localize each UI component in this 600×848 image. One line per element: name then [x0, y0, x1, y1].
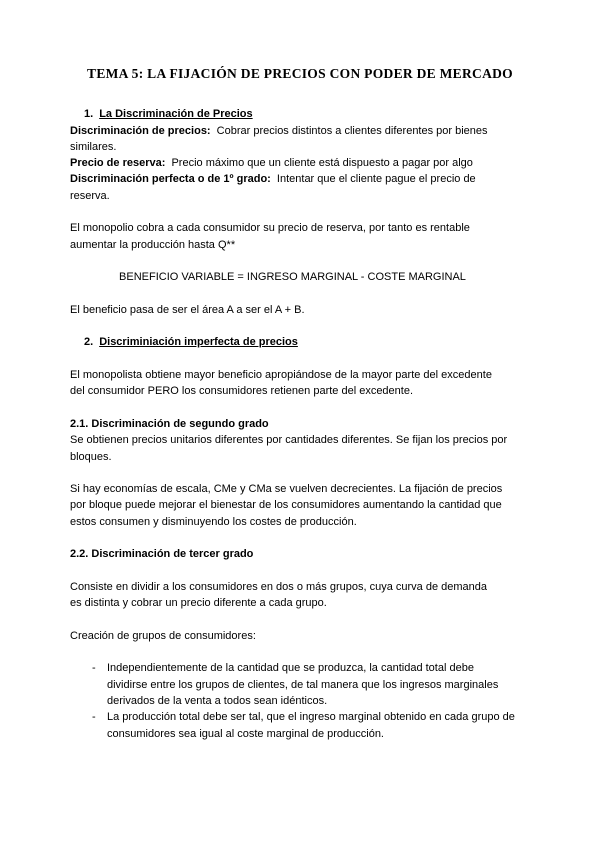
section-1-paragraph-monopoly: El monopolio cobra a cada consumidor su precio de reserva, por tanto es rentable aumentar la producción hasta Q**	[70, 222, 470, 251]
definition-price-discrimination	[70, 123, 515, 156]
definition-term: Precio de reserva:	[70, 157, 166, 170]
definition-term: Discriminación de precios:	[70, 124, 211, 137]
page-title: TEMA 5: LA FIJACIÓN DE PRECIOS CON PODER DE MERCADO	[87, 66, 513, 81]
definition-text: Intentar que el cliente pague el precio de reserva.	[70, 173, 476, 202]
subsection-2-1-heading: 2.1. Discriminación de segundo grado	[70, 417, 269, 430]
consumer-groups-list	[70, 660, 515, 741]
consumer-groups-intro: Creación de grupos de consumidores:	[70, 629, 256, 642]
list-item	[92, 709, 515, 742]
dash-marker: -	[92, 711, 96, 724]
list-item-text: La producción total debe ser tal, que el ingreso marginal obtenido en cada grupo de consumidores sea igual al coste marginal de producción.	[107, 711, 515, 740]
subsection-2-2-heading: 2.2. Discriminación de tercer grado	[70, 548, 254, 561]
list-item	[92, 660, 515, 709]
subsection-2-2-paragraph: Consiste en dividir a los consumidores en dos o más grupos, cuya curva de demanda es distinta y cobrar un precio diferente a cada grupo.	[70, 580, 488, 610]
section-2-number: 2.	[84, 336, 94, 349]
subsection-2-1-paragraph: Se obtienen precios unitarios diferentes por cantidades diferentes. Se fijan los precios por bloques.	[70, 434, 508, 463]
formula-variable-profit: BENEFICIO VARIABLE = INGRESO MARGINAL - COSTE MARGINAL	[119, 271, 466, 284]
dash-marker: -	[92, 662, 96, 675]
section-2-paragraph-economies: Si hay economías de escala, CMe y CMa se vuelven decrecientes. La fijación de precios por bloque puede mejorar el bienestar de los consumidores aumentando la cantidad que estos consumen y disminuyendo los costes de producción.	[70, 483, 503, 528]
section-2-paragraph-monopolist: El monopolista obtiene mayor beneficio apropiándose de la mayor parte del excedente del consumidor PERO los consumidores retienen parte del excedente.	[70, 369, 492, 398]
list-item-text: Independientemente de la cantidad que se produzca, la cantidad total debe dividirse entre los grupos de clientes, de tal manera que los ingresos marginales derivados de la venta a todos sean idénticos.	[107, 662, 499, 707]
definition-text: Precio máximo que un cliente está dispuesto a pagar por algo	[171, 157, 473, 170]
section-1-paragraph-areas: El beneficio pasa de ser el área A a ser el A + B.	[70, 303, 305, 316]
section-1-title: La Discriminación de Precios	[99, 108, 253, 121]
definition-perfect-discrimination	[70, 171, 515, 204]
section-2-heading	[84, 334, 515, 350]
section-2-title: Discriminiación imperfecta de precios	[99, 336, 298, 349]
definition-reservation-price	[70, 155, 515, 171]
section-1-heading	[84, 106, 515, 122]
definition-text: Cobrar precios distintos a clientes diferentes por bienes similares.	[70, 124, 488, 153]
definition-term: Discriminación perfecta o de 1º grado:	[70, 173, 271, 186]
section-1-number: 1.	[84, 108, 94, 121]
